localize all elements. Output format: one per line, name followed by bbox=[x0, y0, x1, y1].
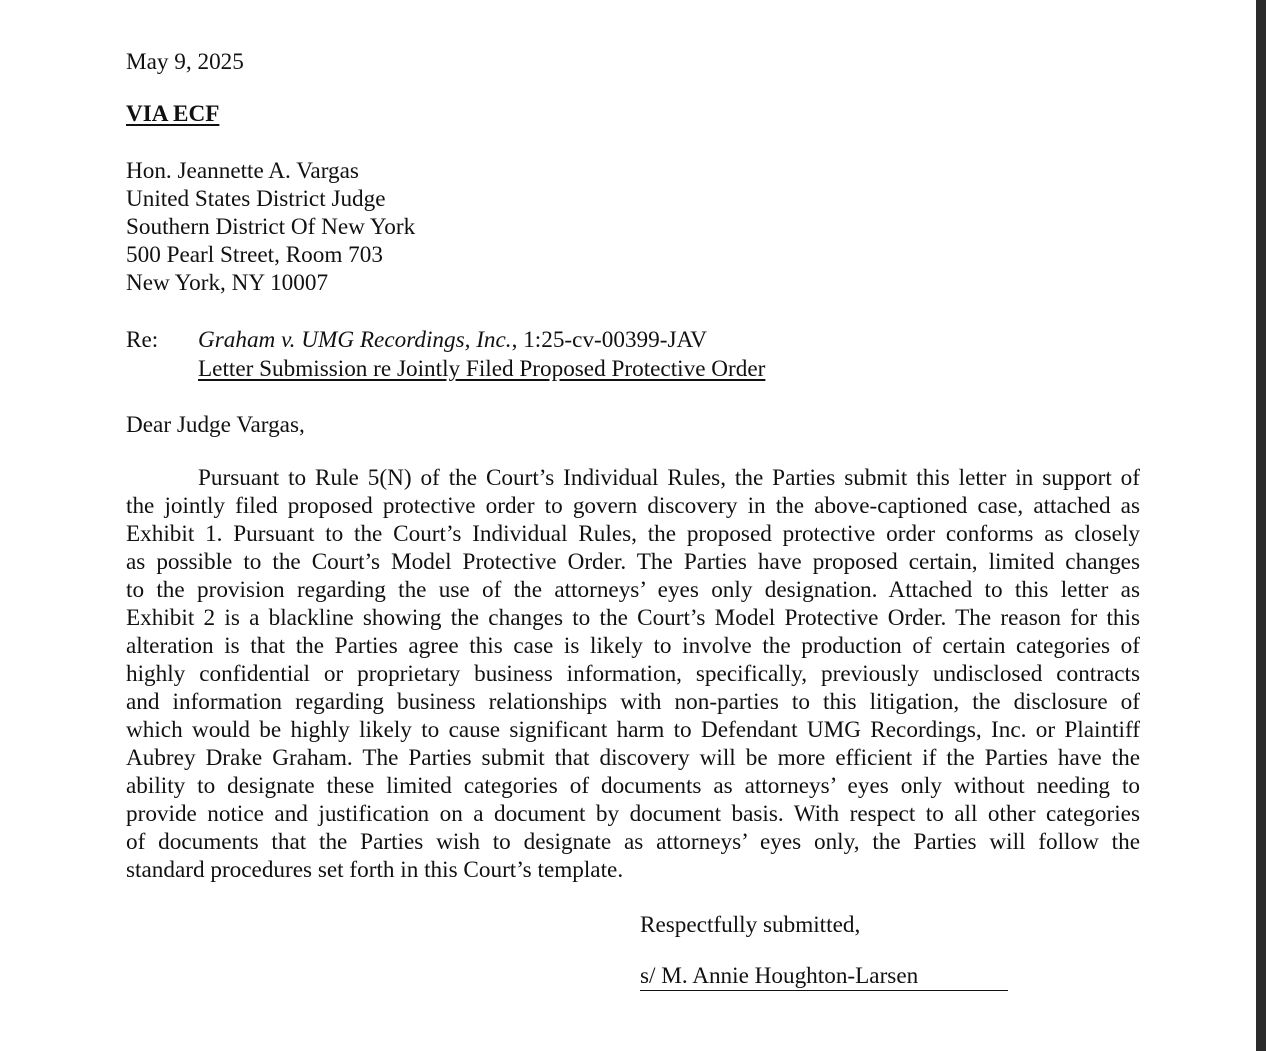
body-line: as possible to the Court’s Model Protective Order. The Parties have proposed certain, limited changes bbox=[126, 549, 1140, 575]
body-line: Exhibit 1. Pursuant to the Court’s Individual Rules, the proposed protective order conforms as closely bbox=[126, 521, 1140, 547]
re-subject: Letter Submission re Jointly Filed Proposed Protective Order bbox=[198, 356, 766, 382]
body-line: highly confidential or proprietary business information, specifically, previously undisclosed contracts bbox=[126, 661, 1140, 687]
recipient-address bbox=[126, 157, 415, 297]
recipient-line: 500 Pearl Street, Room 703 bbox=[126, 242, 383, 268]
body-line: alteration is that the Parties agree this case is likely to involve the production of certain categories of bbox=[126, 633, 1140, 659]
body-paragraph bbox=[126, 464, 1140, 884]
body-line: to the provision regarding the use of the attorneys’ eyes only designation. Attached to this letter as bbox=[126, 577, 1140, 603]
case-name: Graham v. UMG Recordings, Inc. bbox=[198, 327, 512, 353]
case-number: , 1:25-cv-00399-JAV bbox=[511, 327, 707, 353]
body-line: standard procedures set forth in this Court’s template. bbox=[126, 857, 624, 883]
recipient-line: Hon. Jeannette A. Vargas bbox=[126, 158, 359, 184]
body-line: ability to designate these limited categories of documents as attorneys’ eyes only without needing to bbox=[126, 773, 1140, 799]
viewer-background-strip bbox=[1256, 0, 1266, 1051]
delivery-method: VIA ECF bbox=[126, 101, 220, 127]
signature-line bbox=[640, 963, 1008, 991]
body-line: provide notice and justification on a document by document basis. With respect to all other categories bbox=[126, 801, 1140, 827]
recipient-line: New York, NY 10007 bbox=[126, 270, 329, 296]
body-line: the jointly filed proposed protective order to govern discovery in the above-captioned case, attached as bbox=[126, 493, 1140, 519]
recipient-line: United States District Judge bbox=[126, 186, 386, 212]
re-label: Re: bbox=[126, 327, 159, 353]
recipient-line: Southern District Of New York bbox=[126, 214, 416, 240]
letter-date: May 9, 2025 bbox=[126, 49, 244, 75]
signature: s/ M. Annie Houghton-Larsen bbox=[640, 963, 919, 989]
body-line: and information regarding business relationships with non-parties to this litigation, the disclosure of bbox=[126, 689, 1140, 715]
body-line: of documents that the Parties wish to designate as attorneys’ eyes only, the Parties will follow the bbox=[126, 829, 1140, 855]
re-case-line bbox=[198, 326, 707, 354]
body-line: Aubrey Drake Graham. The Parties submit that discovery will be more efficient if the Parties have the bbox=[126, 745, 1140, 771]
body-line: Pursuant to Rule 5(N) of the Court’s Individual Rules, the Parties submit this letter in support of bbox=[198, 465, 1140, 491]
closing: Respectfully submitted, bbox=[640, 912, 861, 938]
body-line: which would be highly likely to cause significant harm to Defendant UMG Recordings, Inc. or Plaintiff bbox=[126, 717, 1140, 743]
salutation: Dear Judge Vargas, bbox=[126, 412, 305, 438]
body-line: Exhibit 2 is a blackline showing the changes to the Court’s Model Protective Order. The reason for this bbox=[126, 605, 1140, 631]
